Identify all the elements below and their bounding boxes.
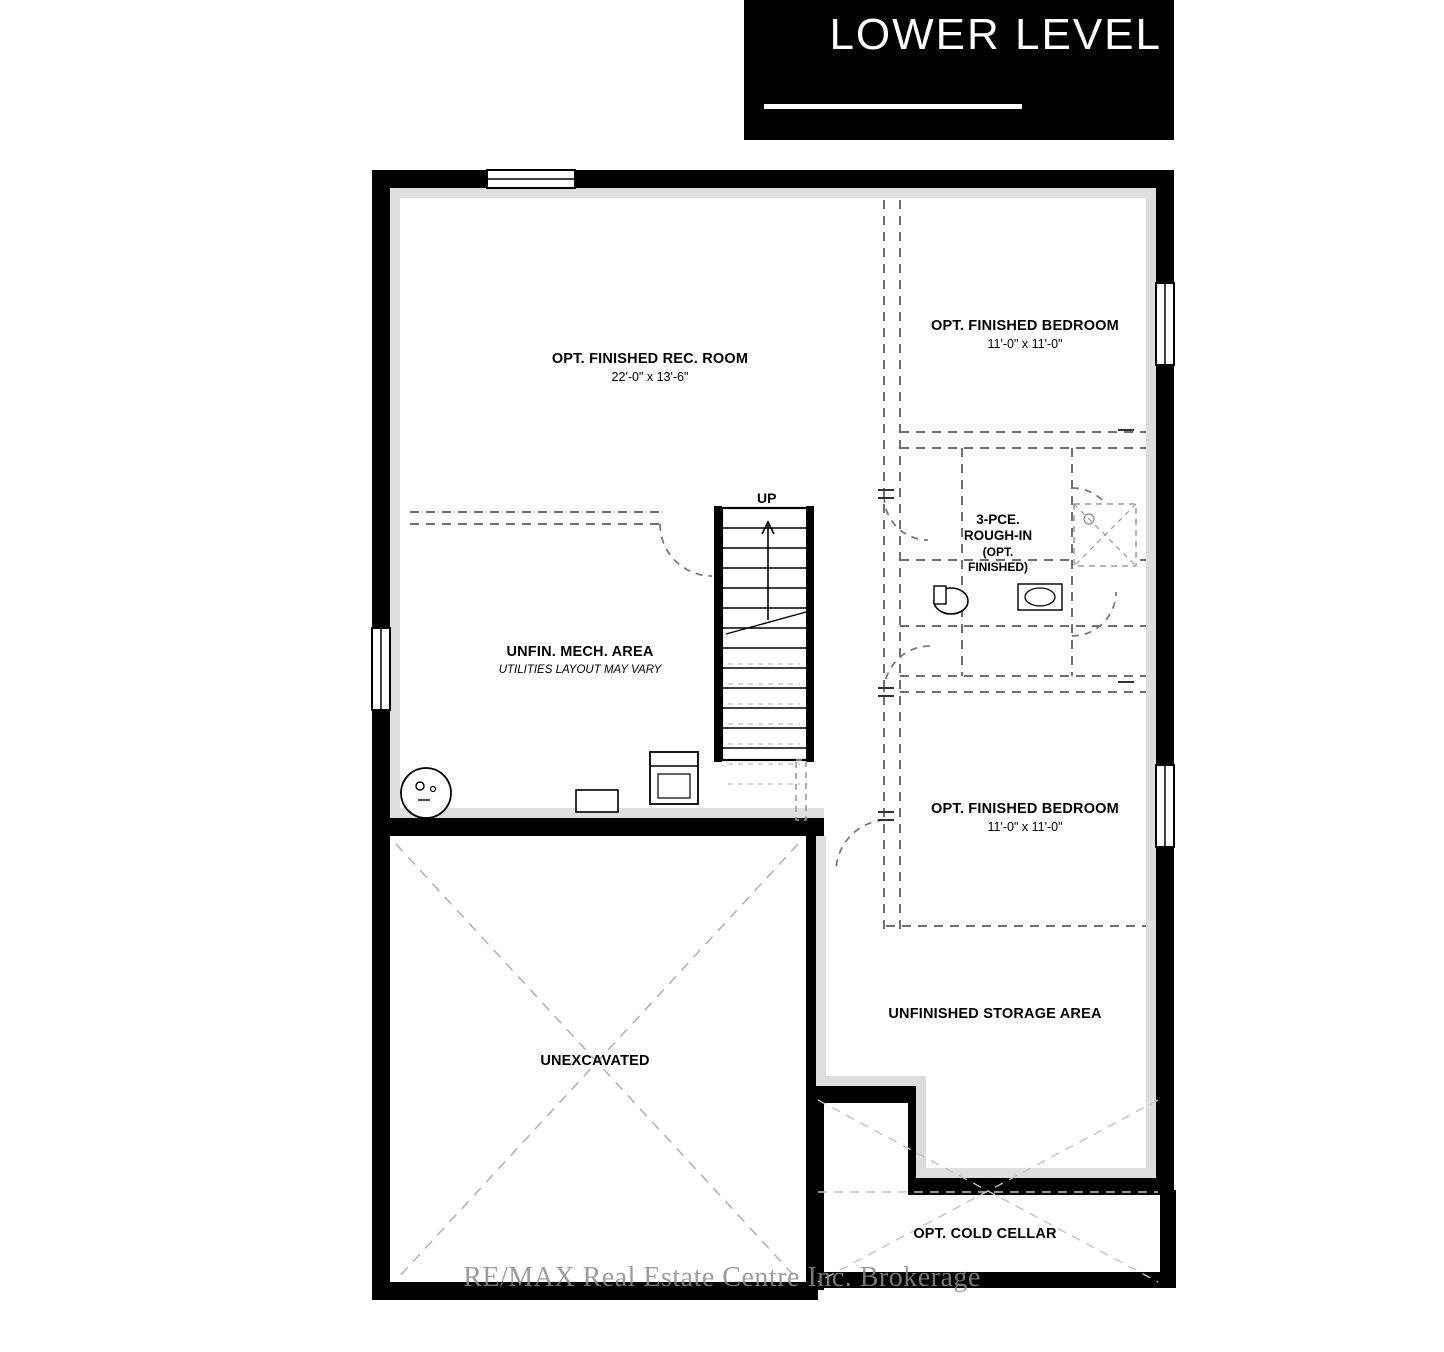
room-name-unexcavated: UNEXCAVATED	[540, 1053, 650, 1069]
room-dim-bedroom-upper: 11'-0" x 11'-0"	[987, 337, 1063, 352]
room-label-rec-room	[470, 350, 830, 386]
brokerage-watermark: RE/MAX Real Estate Centre Inc. Brokerage	[463, 1262, 981, 1293]
room-label-mech-area	[420, 643, 740, 678]
room-name-bedroom-lower: OPT. FINISHED BEDROOM	[931, 801, 1119, 817]
room-label-unexcavated	[440, 1052, 750, 1070]
room-name-cold-cellar: OPT. COLD CELLAR	[913, 1226, 1057, 1242]
bath-label-line2: ROUGH-IN	[963, 528, 1033, 544]
room-dim-rec-room: 22'-0" x 13'-6"	[611, 370, 689, 385]
room-label-cold-cellar	[830, 1225, 1140, 1243]
stairs-direction-label: UP	[757, 490, 777, 506]
bath-label-line1: 3-PCE.	[976, 512, 1020, 527]
room-name-storage: UNFINISHED STORAGE AREA	[888, 1006, 1102, 1022]
room-name-mech-area: UNFIN. MECH. AREA	[506, 644, 654, 660]
room-name-bedroom-upper: OPT. FINISHED BEDROOM	[931, 318, 1119, 334]
bath-label-line3: (OPT.	[982, 544, 1014, 559]
bath-label-line4: FINISHED)	[968, 559, 1028, 574]
page-title: LOWER LEVEL	[829, 10, 1162, 59]
room-label-bedroom-lower	[870, 800, 1180, 836]
room-name-rec-room: OPT. FINISHED REC. ROOM	[551, 351, 749, 367]
room-note-mech-area: UTILITIES LAYOUT MAY VARY	[498, 664, 662, 677]
room-dim-bedroom-lower: 11'-0" x 11'-0"	[987, 820, 1063, 835]
room-label-bath-rough-in	[918, 512, 1078, 574]
room-label-bedroom-upper	[870, 317, 1180, 353]
room-label-storage	[840, 1005, 1150, 1023]
